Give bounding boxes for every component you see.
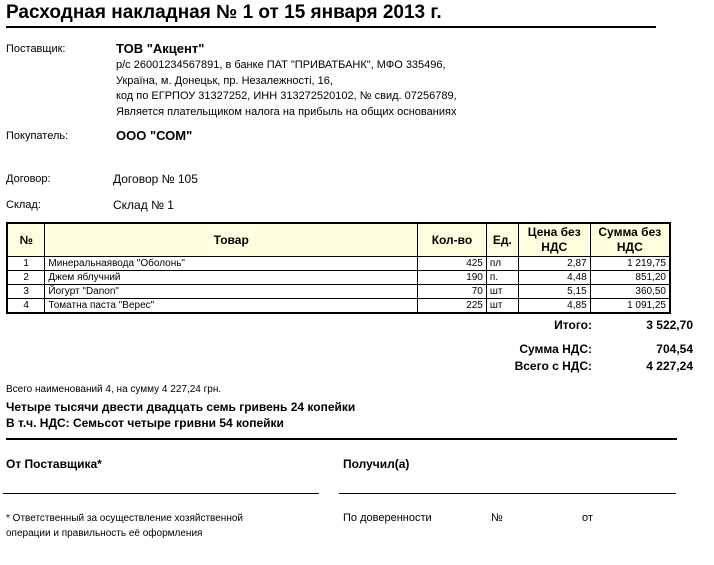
row-sum: 1 219,75 <box>590 257 670 271</box>
supplier-name: ТОВ "Акцент" <box>116 41 205 56</box>
table-row <box>7 257 670 271</box>
col-num-header: № <box>7 223 45 257</box>
goods-table <box>6 222 671 314</box>
supplier-label: Поставщик: <box>6 43 66 55</box>
title-underline <box>6 26 656 28</box>
col-item-header: Товар <box>45 223 418 257</box>
row-qty: 425 <box>418 257 487 271</box>
table-row <box>7 285 670 299</box>
grand-total-value: 4 227,24 <box>646 359 693 373</box>
from-supplier-label: От Поставщика* <box>6 457 102 471</box>
attorney-label: По доверенности <box>343 512 432 524</box>
supplier-bank-line: р/с 26001234567891, в банке ПАТ "ПРИВАТБАНК", МФО 335496, <box>116 59 446 71</box>
buyer-label: Покупатель: <box>6 130 69 142</box>
row-num: 3 <box>7 285 45 299</box>
row-num: 1 <box>7 257 45 271</box>
attorney-number-label: № <box>491 512 503 524</box>
amount-in-words: Четыре тысячи двести двадцать семь гривень 24 копейки <box>6 400 356 414</box>
row-item: Томатна паста "Верес" <box>45 299 418 314</box>
warehouse-label: Склад: <box>6 199 41 211</box>
row-unit: п. <box>486 271 518 285</box>
total-value: 3 522,70 <box>646 318 693 332</box>
grand-total-label: Всего с НДС: <box>514 359 592 373</box>
vat-label: Сумма НДС: <box>519 342 592 356</box>
row-qty: 225 <box>418 299 487 314</box>
row-item: Минеральнаявода "Оболонь" <box>45 257 418 271</box>
items-count-summary: Всего наименований 4, на сумму 4 227,24 грн. <box>6 384 222 395</box>
buyer-name: ООО "СОМ" <box>116 128 193 143</box>
row-qty: 190 <box>418 271 487 285</box>
row-price: 4,48 <box>518 271 590 285</box>
row-num: 4 <box>7 299 45 314</box>
row-price: 4,85 <box>518 299 590 314</box>
row-unit: шт <box>486 285 518 299</box>
row-sum: 360,50 <box>590 285 670 299</box>
table-header-row <box>7 223 670 257</box>
receiver-signature-line <box>339 493 676 494</box>
supplier-tax-line: Является плательщиком налога на прибыль на общих основаниях <box>116 105 457 118</box>
row-price: 2,87 <box>518 257 590 271</box>
total-label: Итого: <box>554 318 592 332</box>
row-num: 2 <box>7 271 45 285</box>
contract-label: Договор: <box>6 173 51 185</box>
attorney-date-label: от <box>582 512 593 524</box>
warehouse-value: Склад № 1 <box>113 198 174 212</box>
document-title: Расходная накладная № 1 от 15 января 2013 г. <box>6 2 442 23</box>
received-label: Получил(а) <box>343 457 410 471</box>
supplier-codes-line: код по ЕГРПОУ 31327252, ИНН 313272520102, № свид. 07256789, <box>116 90 457 102</box>
row-unit: пл <box>486 257 518 271</box>
col-unit-header: Ед. <box>486 223 518 257</box>
row-price: 5,15 <box>518 285 590 299</box>
row-unit: шт <box>486 299 518 314</box>
vat-in-words: В т.ч. НДС: Семьсот четыре гривни 54 копейки <box>6 416 284 430</box>
col-sum-header: Сумма без НДС <box>590 223 670 257</box>
col-qty-header: Кол-во <box>418 223 487 257</box>
row-sum: 1 091,25 <box>590 299 670 314</box>
row-qty: 70 <box>418 285 487 299</box>
table-row <box>7 299 670 314</box>
supplier-details <box>116 58 457 120</box>
supplier-address-line: Україна, м. Донецьк, пр. Незалежності, 16, <box>116 74 333 87</box>
vat-value: 704,54 <box>656 342 693 356</box>
row-sum: 851,20 <box>590 271 670 285</box>
contract-value: Договор № 105 <box>113 172 198 186</box>
responsible-footnote: * Ответственный за осуществление хозяйственной операции и правильность её оформления <box>6 513 243 539</box>
summary-divider <box>6 438 677 440</box>
supplier-signature-line <box>3 493 319 494</box>
row-item: Джем яблучний <box>45 271 418 285</box>
row-item: Йогурт "Danon" <box>45 285 418 299</box>
table-row <box>7 271 670 285</box>
col-price-header: Цена без НДС <box>518 223 590 257</box>
